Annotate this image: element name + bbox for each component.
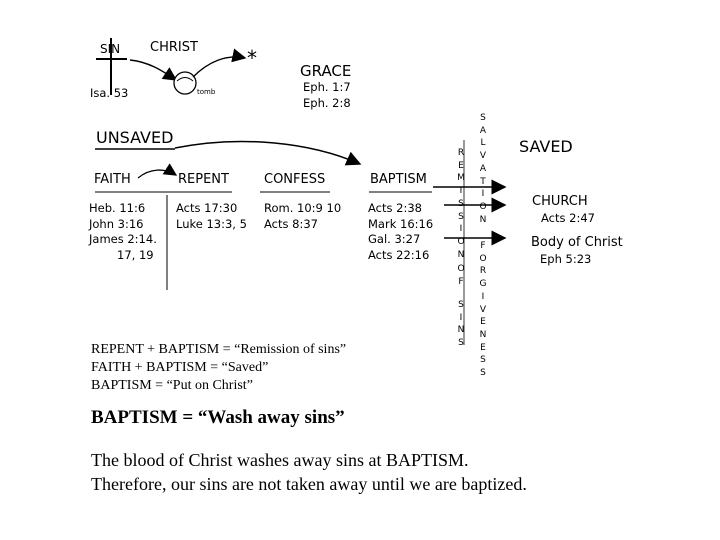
conclusion — [91, 448, 527, 496]
baptism-refs — [368, 201, 433, 263]
grace-label: GRACE — [300, 62, 352, 80]
grace-ref-2: Eph. 2:8 — [303, 96, 351, 110]
faith-to-repent-arrow — [138, 170, 176, 178]
conclusion-line-2: Therefore, our sins are not taken away until we are baptized. — [91, 474, 527, 494]
repent-ref: Acts 17:30 — [176, 201, 238, 215]
step-confess: CONFESS — [264, 172, 326, 187]
saved-label: SAVED — [519, 137, 573, 156]
step-repent: REPENT — [178, 172, 229, 187]
vertical-forgiveness: F O R G I V E N E S S — [479, 241, 487, 379]
equation-put-on-christ: BAPTISM = “Put on Christ” — [91, 378, 253, 393]
equation-remission: REPENT + BAPTISM = “Remission of sins” — [91, 342, 347, 357]
faith-ref: Heb. 11:6 — [89, 201, 146, 215]
step-baptism: BAPTISM — [370, 172, 427, 187]
confess-ref: Rom. 10:9 10 — [264, 201, 342, 215]
vertical-salvation: S A L V A T I O N — [479, 113, 487, 225]
baptism-ref: Acts 2:38 — [368, 201, 422, 215]
star-mark: * — [247, 46, 257, 70]
vertical-of: O F — [457, 264, 465, 287]
tomb-label: tomb — [197, 88, 216, 96]
unsaved-label: UNSAVED — [96, 128, 174, 147]
faith-ref: James 2:14. — [89, 232, 157, 246]
equations — [91, 341, 346, 395]
faith-refs — [89, 201, 157, 263]
equation-saved: FAITH + BAPTISM = “Saved” — [91, 360, 269, 375]
cross-to-tomb-arrow — [130, 60, 176, 80]
grace-ref-1: Eph. 1:7 — [303, 80, 351, 94]
church-label: CHURCH — [532, 194, 588, 209]
confess-ref: Acts 8:37 — [264, 216, 318, 231]
sin-label: SIN — [100, 42, 121, 56]
repent-ref: Luke 13:3, 5 — [176, 216, 247, 231]
confess-refs — [264, 201, 341, 232]
baptism-ref: Gal. 3:27 — [368, 232, 421, 246]
church-ref: Acts 2:47 — [541, 211, 595, 225]
body-ref: Eph 5:23 — [540, 252, 592, 266]
baptism-ref: Mark 16:16 — [368, 216, 434, 231]
faith-ref: John 3:16 — [89, 216, 144, 231]
unsaved-to-baptism-arrow — [175, 141, 360, 164]
body-label: Body of Christ — [531, 235, 623, 250]
isa-ref: Isa. 53 — [90, 86, 129, 100]
vertical-remission: R E M I S S I O N — [457, 148, 465, 260]
conclusion-line-1: The blood of Christ washes away sins at BAPTISM. — [91, 450, 469, 470]
christ-label: CHRIST — [150, 40, 198, 55]
headline: BAPTISM = “Wash away sins” — [91, 407, 345, 428]
repent-refs — [176, 201, 247, 232]
faith-ref: 17, 19 — [117, 247, 154, 262]
step-faith: FAITH — [94, 172, 131, 187]
tomb-icon — [174, 72, 196, 94]
vertical-sins: S I N S — [457, 300, 465, 349]
resurrection-arrow — [193, 57, 245, 77]
baptism-ref: Acts 22:16 — [368, 247, 430, 262]
